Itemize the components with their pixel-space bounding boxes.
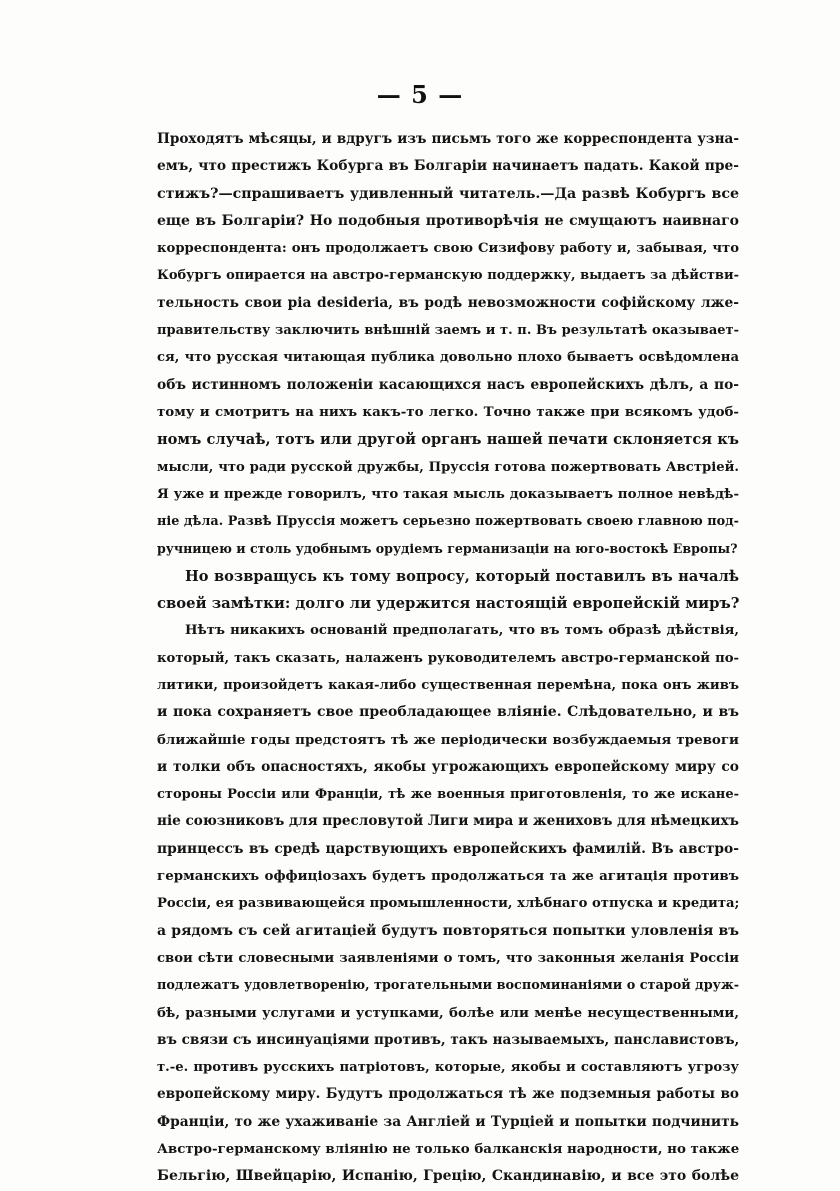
text-line: Я уже и прежде говорилъ, что такая мысль доказываетъ полное невѣдѣ- <box>157 485 739 502</box>
text-line: емъ, что престижъ Кобурга въ Болгаріи начинаетъ падать. Какой пре- <box>157 158 739 175</box>
text-line: и толки объ опасностяхъ, якобы угрожающихъ европейскому миру со <box>157 758 739 775</box>
text-line: стороны Россіи или Франціи, тѣ же военныя приготовленія, то же искане- <box>157 787 739 803</box>
text-line: ближайшіе годы предстоятъ тѣ же періодически возбуждаемыя тревоги <box>157 731 739 748</box>
text-line: германскихъ оффиціозахъ будетъ продолжаться та же агитація противъ <box>157 868 739 885</box>
text-line: своей замѣтки: долго ли удержится настоящій европейскій миръ? <box>157 595 740 613</box>
text-line: ручницею и столь удобнымъ орудіемъ германизаціи на юго-востокѣ Европы? <box>157 541 738 557</box>
text-line: ніе дѣла. Развѣ Пруссія можетъ серьезно пожертвовать своею главною под- <box>157 514 739 530</box>
text-line: и пока сохраняетъ свое преобладающее вліяніе. Слѣдовательно, и въ <box>157 704 739 721</box>
text-line: въ связи съ инсинуаціями противъ, такъ называемыхъ, панславистовъ, <box>157 1031 740 1048</box>
text-line: мысли, что ради русской дружбы, Пруссія готова пожертвовать Австріей. <box>157 459 739 475</box>
text-line: корреспондента: онъ продолжаетъ свою Сизифову работу и, забывая, что <box>157 241 739 257</box>
text-line: Россіи, ея развивающейся промышленности, хлѣбнаго отпуска и кредита; <box>157 896 740 912</box>
text-line: еще въ Болгаріи? Но подобныя противорѣчія не смущаютъ наивнаго <box>157 212 739 229</box>
text-line: европейскому миру. Будутъ продолжаться тѣ же подземныя работы во <box>157 1086 739 1103</box>
text-line: Австро-германскому вліянію не только балканскія народности, но также <box>157 1140 740 1157</box>
text-line: Нѣтъ никакихъ основаній предполагать, что въ томъ образѣ дѣйствія, <box>185 623 739 639</box>
text-line: правительству заключить внѣшній заемъ и т. п. Въ результатѣ оказывает- <box>157 323 739 339</box>
text-line: литики, произойдетъ какая-либо существенная перемѣна, пока онъ живъ <box>157 677 739 693</box>
text-line: Кобургъ опирается на австро-германскую поддержку, выдаетъ за дѣйстви- <box>157 268 739 284</box>
text-line: принцессъ въ средѣ царствующихъ европейскихъ фамилій. Въ австро- <box>157 840 739 857</box>
text-line: стижъ?—спрашиваетъ удивленный читатель.—Да развѣ Кобургъ все <box>157 185 739 202</box>
text-line: Проходятъ мѣсяцы, и вдругъ изъ письмъ того же корреспондента узна- <box>157 131 739 147</box>
text-line: тому и смотритъ на нихъ какъ-то легко. Точно также при всякомъ удоб- <box>157 403 739 420</box>
text-line: а рядомъ съ сей агитаціей будутъ повторяться попытки уловленія въ <box>157 922 739 939</box>
body-text <box>157 126 739 1191</box>
text-line: ся, что русская читающая публика довольно плохо бываетъ освѣдомлена <box>157 350 739 366</box>
text-line: тельность свои pia desideria, въ родѣ невозможности софійскому лже- <box>157 294 739 311</box>
page-number: — 5 — <box>376 80 464 109</box>
text-line: Но возвращусь къ тому вопросу, который поставилъ въ началѣ <box>185 567 739 585</box>
text-line: бѣ, разными услугами и уступками, болѣе или менѣе несущественными, <box>157 1004 739 1021</box>
text-line: свои сѣти словесными заявленіями о томъ, что законныя желанія Россіи <box>157 950 739 966</box>
text-line: объ истинномъ положеніи касающихся насъ европейскихъ дѣлъ, а по- <box>157 376 739 393</box>
text-line: ніе союзниковъ для пресловутой Лиги мира и жениховъ для нѣмецкихъ <box>157 813 739 830</box>
text-line: Франціи, то же ухаживаніе за Англіей и Турціей и попытки подчинить <box>157 1113 739 1130</box>
text-line: т.-е. противъ русскихъ патріотовъ, которые, якобы и составляютъ угрозу <box>157 1060 739 1076</box>
text-line: подлежатъ удовлетворенію, трогательными воспоминаніями о старой друж- <box>157 978 740 994</box>
text-line: Бельгію, Швейцарію, Испанію, Грецію, Скандинавію, и все это болѣе <box>157 1168 739 1185</box>
text-line: который, такъ сказать, налаженъ руководителемъ австро-германской по- <box>157 650 739 666</box>
text-line: номъ случаѣ, тотъ или другой органъ нашей печати склоняется къ <box>157 431 739 449</box>
